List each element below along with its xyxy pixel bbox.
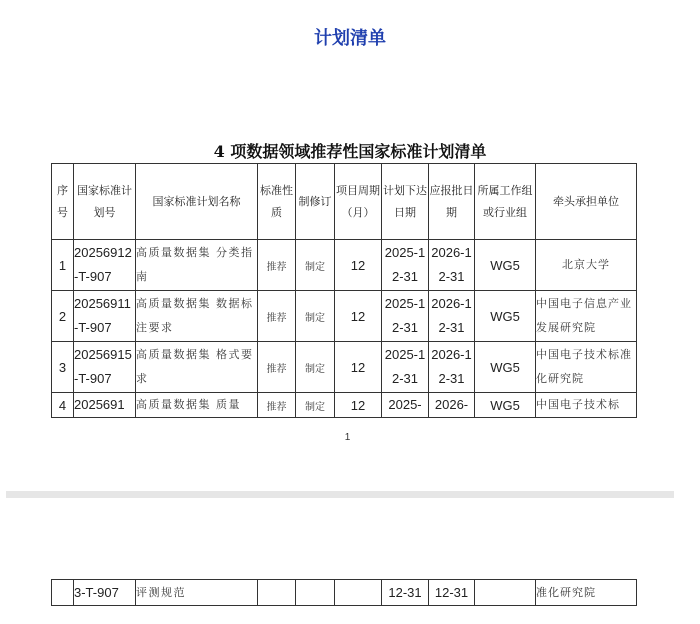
cell-plan-no: 20256915-T-907 [74, 342, 136, 393]
header-issue-date: 计划下达日期 [382, 164, 429, 240]
header-period: 项目周期（月） [335, 164, 382, 240]
cell-nature [258, 580, 296, 606]
cell-issue-date: 2025- [382, 393, 429, 418]
cell-name: 高质量数据集 分类指南 [136, 240, 258, 291]
cell-group: WG5 [475, 393, 536, 418]
cell-issue-date: 2025-12-31 [382, 240, 429, 291]
cell-due-date: 12-31 [429, 580, 475, 606]
cell-plan-no: 3-T-907 [74, 580, 136, 606]
cell-lead-unit: 准化研究院 [536, 580, 637, 606]
cell-name: 高质量数据集 质量 [136, 393, 258, 418]
table-row [52, 342, 637, 393]
cell-name: 评测规范 [136, 580, 258, 606]
cell-nature: 推荐 [258, 240, 296, 291]
cell-name: 高质量数据集 数据标注要求 [136, 291, 258, 342]
page-separator [6, 491, 674, 498]
table-row [52, 240, 637, 291]
cell-group: WG5 [475, 240, 536, 291]
cell-period [335, 580, 382, 606]
cell-due-date: 2026-12-31 [429, 240, 475, 291]
cell-revision: 制定 [296, 393, 335, 418]
cell-nature: 推荐 [258, 291, 296, 342]
cell-issue-date: 12-31 [382, 580, 429, 606]
cell-plan-no: 2025691 [74, 393, 136, 418]
document-heading: 4 项数据领域推荐性国家标准计划清单 [213, 142, 487, 161]
header-due-date: 应报批日期 [429, 164, 475, 240]
header-nature: 标准性质 [258, 164, 296, 240]
cell-lead-unit: 中国电子信息产业发展研究院 [536, 291, 637, 342]
cell-nature: 推荐 [258, 342, 296, 393]
table-row-split-top [52, 393, 637, 418]
cell-seq: 3 [52, 342, 74, 393]
cell-plan-no: 20256911-T-907 [74, 291, 136, 342]
cell-plan-no: 20256912-T-907 [74, 240, 136, 291]
cell-seq: 1 [52, 240, 74, 291]
cell-lead-unit: 中国电子技术标准化研究院 [536, 342, 637, 393]
cell-nature: 推荐 [258, 393, 296, 418]
cell-revision [296, 580, 335, 606]
cell-due-date: 2026- [429, 393, 475, 418]
cell-seq [52, 580, 74, 606]
cell-period: 12 [335, 291, 382, 342]
header-name: 国家标准计划名称 [136, 164, 258, 240]
cell-revision: 制定 [296, 291, 335, 342]
cell-due-date: 2026-12-31 [429, 342, 475, 393]
page-number: 1 [344, 432, 351, 443]
cell-group: WG5 [475, 342, 536, 393]
cell-lead-unit: 中国电子技术标 [536, 393, 637, 418]
cell-revision: 制定 [296, 240, 335, 291]
cell-group: WG5 [475, 291, 536, 342]
cell-issue-date: 2025-12-31 [382, 342, 429, 393]
table-row-split-bottom [52, 580, 637, 606]
cell-seq: 2 [52, 291, 74, 342]
cell-group [475, 580, 536, 606]
cell-seq: 4 [52, 393, 74, 418]
header-seq: 序号 [52, 164, 74, 240]
cell-revision: 制定 [296, 342, 335, 393]
cell-period: 12 [335, 240, 382, 291]
header-plan-no: 国家标准计划号 [74, 164, 136, 240]
table-row [52, 291, 637, 342]
cell-period: 12 [335, 342, 382, 393]
header-lead-unit: 牵头承担单位 [536, 164, 637, 240]
plan-table-continued [51, 579, 637, 606]
cell-period: 12 [335, 393, 382, 418]
header-revision: 制修订 [296, 164, 335, 240]
cell-name: 高质量数据集 格式要求 [136, 342, 258, 393]
plan-table [51, 163, 637, 418]
header-group: 所属工作组或行业组 [475, 164, 536, 240]
cell-due-date: 2026-12-31 [429, 291, 475, 342]
table-header-row [52, 164, 637, 240]
cell-issue-date: 2025-12-31 [382, 291, 429, 342]
cell-lead-unit: 北京大学 [536, 240, 637, 291]
page-title: 计划清单 [314, 28, 386, 49]
